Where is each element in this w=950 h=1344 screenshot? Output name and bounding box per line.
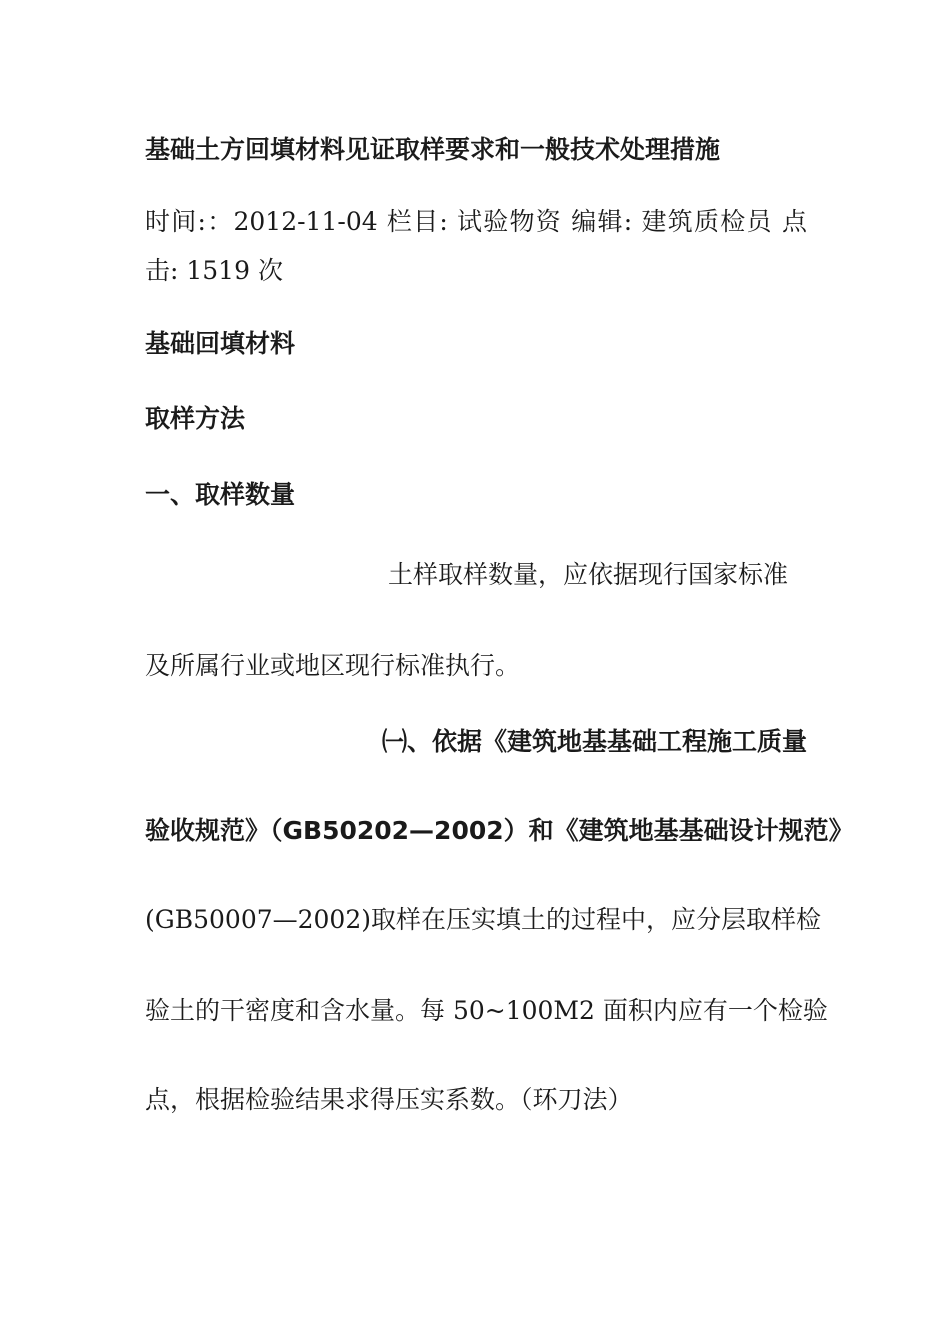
meta-info-line-2: 击: 1519 次 <box>145 256 283 285</box>
heading-method: 取样方法 <box>145 404 246 433</box>
paragraph-2-line-2: 验收规范》（GB50202—2002）和《建筑地基基础设计规范》 <box>145 816 854 845</box>
paragraph-2-line-1: ㈠、依据《建筑地基基础工程施工质量 <box>381 727 807 756</box>
meta-info-line-1: 时间:：2012-11-04 栏目: 试验物资 编辑: 建筑质检员 点 <box>145 207 807 236</box>
paragraph-3-line-2: 验土的干密度和含水量。每 50~100M2 面积内应有一个检验 <box>145 996 828 1025</box>
paragraph-3-line-1: (GB50007—2002)取样在压实填土的过程中，应分层取样检 <box>145 905 822 934</box>
paragraph-1-line-2: 及所属行业或地区现行标准执行。 <box>145 651 521 680</box>
paragraph-3-line-3: 点，根据检验结果求得压实系数。（环刀法） <box>145 1085 633 1114</box>
document-title: 基础土方回填材料见证取样要求和一般技术处理措施 <box>145 135 721 164</box>
heading-quantity: 一、取样数量 <box>145 480 296 509</box>
paragraph-1-line-1: 土样取样数量，应依据现行国家标准 <box>388 560 789 589</box>
heading-material: 基础回填材料 <box>145 329 296 358</box>
